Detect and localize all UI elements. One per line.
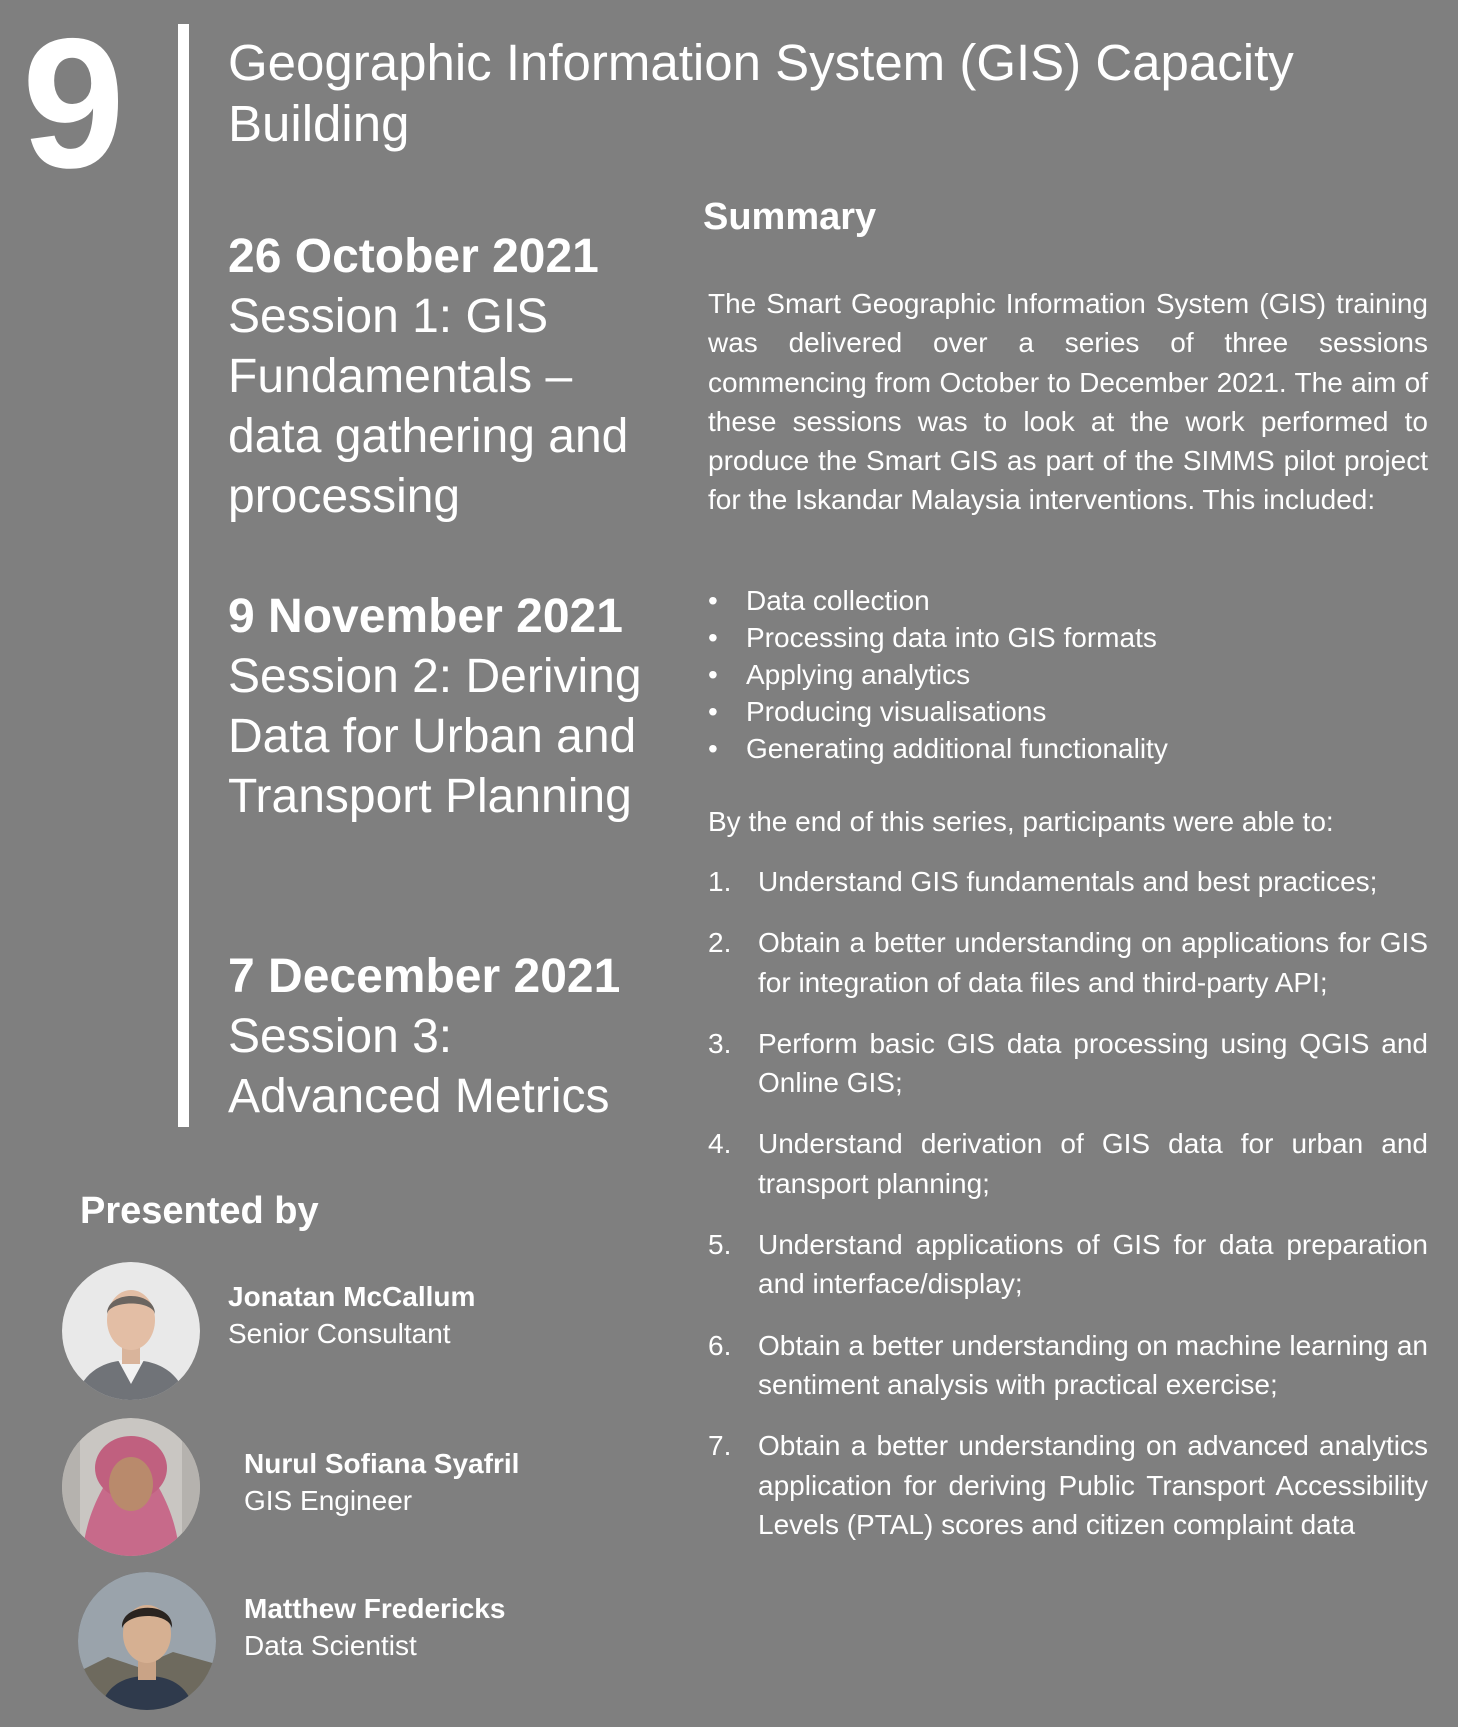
list-item <box>708 1426 1428 1544</box>
list-item-number: 7. <box>708 1430 732 1462</box>
presenter-name: Jonatan McCallum <box>228 1281 476 1312</box>
bullet-icon: • <box>708 659 718 690</box>
list-item <box>708 1024 1428 1103</box>
list-item-text: Obtain a better understanding on advanced analytics application for deriving Public Transport Accessibility Levels (PTAL) scores and citizen complaint data <box>758 1430 1428 1540</box>
session-date: 26 October 2021 <box>228 230 599 283</box>
list-item <box>708 693 1428 730</box>
list-item-number: 1. <box>708 866 732 897</box>
list-item-number: 6. <box>708 1329 732 1361</box>
list-item-text: Perform basic GIS data processing using QGIS and Online GIS; <box>758 1027 1428 1099</box>
list-item-number: 5. <box>708 1229 732 1261</box>
bullet-icon: • <box>708 622 718 653</box>
list-item <box>708 619 1428 656</box>
presenter-role: Data Scientist <box>244 1630 417 1661</box>
presenter <box>244 1445 519 1519</box>
list-item-text: Applying analytics <box>746 659 971 690</box>
avatar <box>78 1572 216 1710</box>
list-item-text: Obtain a better understanding on applications for GIS for integration of data files and third-party API; <box>758 927 1428 998</box>
summary-paragraph: The Smart Geographic Information System (GIS) training was delivered over a series of three sessions commencing from October to December 2021. The aim of these sessions was to look at the work performed to produce the Smart GIS as part of the SIMMS pilot project for the Iskandar Malaysia interventions. This included: <box>708 288 1428 516</box>
list-item <box>708 923 1428 1002</box>
list-item-text: Processing data into GIS formats <box>746 622 1157 653</box>
presenter-name: Matthew Fredericks <box>244 1593 506 1624</box>
page-title: Geographic Information System (GIS) Capacity Building <box>228 34 1294 152</box>
session-description: Session 1: GIS Fundamentals – data gathering and processing <box>228 290 629 523</box>
list-item-text: Understand applications of GIS for data preparation and interface/display; <box>758 1229 1428 1300</box>
session-date: 7 December 2021 <box>228 950 621 1003</box>
presenter-role: Senior Consultant <box>228 1318 451 1349</box>
presenters-heading: Presented by <box>80 1190 319 1232</box>
outcomes-list <box>708 862 1428 1544</box>
vertical-divider <box>178 24 189 1127</box>
list-item <box>708 862 1428 901</box>
topics-list <box>708 582 1428 767</box>
list-item-number: 2. <box>708 927 732 959</box>
session-block <box>228 587 668 827</box>
session-description: Session 2: Deriving Data for Urban and Transport Planning <box>228 650 642 823</box>
list-item-text: Generating additional functionality <box>746 733 1168 764</box>
list-item-text: Understand derivation of GIS data for urban and transport planning; <box>758 1128 1428 1199</box>
bullet-icon: • <box>708 733 718 764</box>
list-item <box>708 1225 1428 1304</box>
session-date: 9 November 2021 <box>228 590 623 643</box>
list-item-number: 4. <box>708 1128 732 1160</box>
avatar <box>62 1262 200 1400</box>
list-item <box>708 1326 1428 1405</box>
list-item-number: 3. <box>708 1027 732 1059</box>
section-number: 9 <box>22 1 121 207</box>
list-item <box>708 656 1428 693</box>
session-block <box>228 227 668 527</box>
list-item <box>708 582 1428 619</box>
bullet-icon: • <box>708 585 718 616</box>
avatar <box>62 1418 200 1556</box>
list-item-text: Data collection <box>746 585 930 616</box>
presenter <box>244 1590 505 1664</box>
bullet-icon: • <box>708 696 718 727</box>
outcomes-intro: By the end of this series, participants were able to: <box>708 806 1334 837</box>
list-item <box>708 1124 1428 1203</box>
summary-heading: Summary <box>703 196 877 238</box>
presenter-role: GIS Engineer <box>244 1485 413 1516</box>
list-item-text: Obtain a better understanding on machine learning an sentiment analysis with practical exercise; <box>758 1329 1428 1400</box>
list-item-text: Producing visualisations <box>746 696 1047 727</box>
presenter <box>228 1278 475 1352</box>
session-description: Session 3: Advanced Metrics <box>228 1010 610 1123</box>
session-block <box>228 947 668 1127</box>
list-item-text: Understand GIS fundamentals and best practices; <box>758 866 1378 897</box>
list-item <box>708 730 1428 767</box>
presenter-name: Nurul Sofiana Syafril <box>244 1448 520 1479</box>
